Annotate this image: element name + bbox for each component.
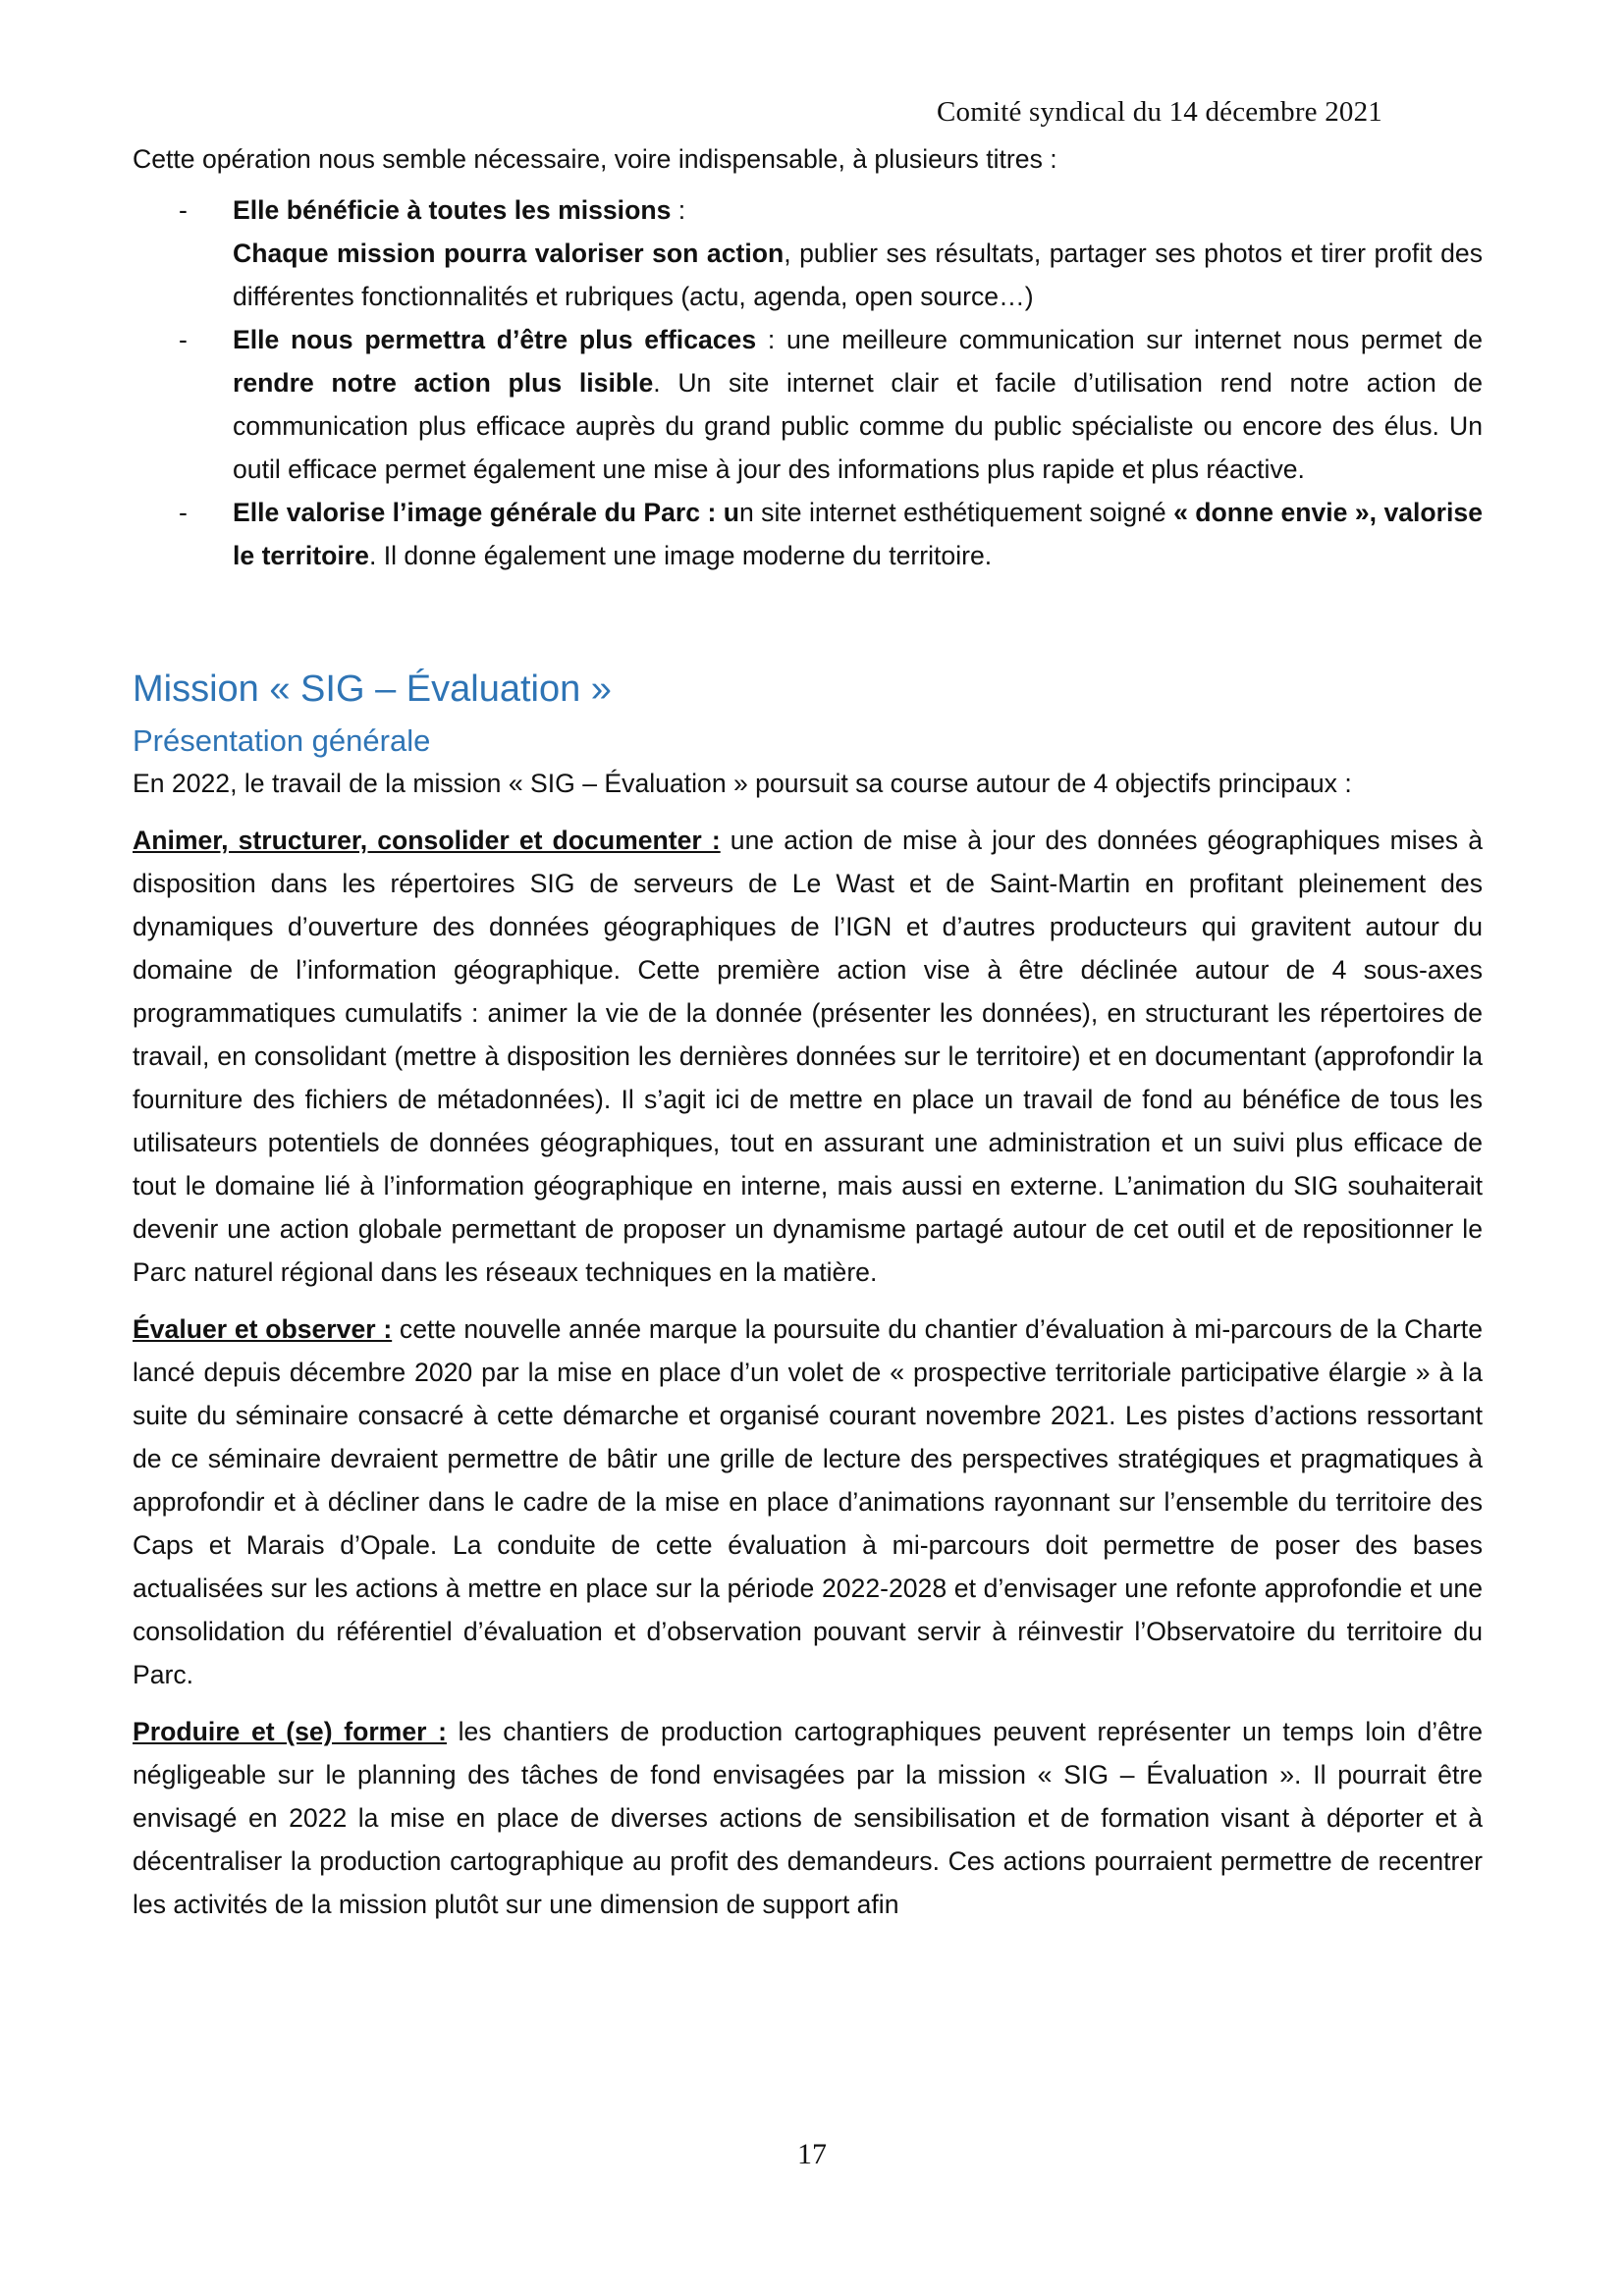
paragraph-lead: Évaluer et observer : bbox=[133, 1314, 393, 1344]
bullet-text: : une meilleure communication sur internet nous permet de bbox=[756, 325, 1483, 354]
bullet-emphasis: rendre notre action plus lisible bbox=[233, 368, 654, 398]
bullet-text: . Il donne également une image moderne du territoire. bbox=[368, 541, 993, 570]
body-paragraph bbox=[133, 1308, 1483, 1696]
bullet-text: . Un site internet clair et facile d’utilisation rend notre action de communication plus efficace auprès du grand public comme du public spécialiste ou encore des élus. Un outil efficace permet également une mise à jour des informations plus rapide et plus réactive. bbox=[233, 368, 1483, 484]
paragraph-lead: Animer, structurer, consolider et documenter : bbox=[133, 826, 721, 855]
intro-paragraph: Cette opération nous semble nécessaire, voire indispensable, à plusieurs titres : bbox=[133, 144, 1057, 174]
bullet-text: , publier ses résultats, partager ses photos et tirer profit des différentes fonctionnalités et rubriques (actu, agenda, open source…) bbox=[233, 239, 1483, 311]
paragraph-lead: Produire et (se) former : bbox=[133, 1717, 447, 1746]
bullet-list bbox=[133, 188, 1483, 577]
bullet-lead: Elle nous permettra d’être plus efficaces bbox=[233, 325, 757, 354]
page-number: 17 bbox=[797, 2138, 827, 2170]
bullet-text: : bbox=[671, 195, 686, 225]
bullet-emphasis: Chaque mission pourra valoriser son action bbox=[233, 239, 785, 268]
bullet-lead: Elle bénéficie à toutes les missions bbox=[233, 195, 672, 225]
bullet-item bbox=[133, 318, 1483, 491]
section-intro: En 2022, le travail de la mission « SIG – Évaluation » poursuit sa course autour de 4 objectifs principaux : bbox=[133, 769, 1352, 798]
body-paragraph bbox=[133, 819, 1483, 1294]
bullet-dash: - bbox=[179, 498, 188, 527]
bullet-lead: Elle valorise l’image générale du Parc : u bbox=[233, 498, 739, 527]
body-paragraph bbox=[133, 1710, 1483, 1926]
bullet-dash: - bbox=[179, 325, 188, 354]
page-content bbox=[133, 137, 1483, 1926]
bullet-item bbox=[133, 491, 1483, 577]
paragraph-text: les chantiers de production cartographiques peuvent représenter un temps loin d’être négligeable sur le planning des tâches de fond envisagées par la mission « SIG – Évaluation ». Il pourrait être envisagé en 2022 la mise en place de diverses actions de sensibilisation et de formation visant à déporter et à décentraliser la production cartographique au profit des demandeurs. Ces actions pourraient permettre de recentrer les activités de la mission plutôt sur une dimension de support afin bbox=[133, 1717, 1483, 1919]
bullet-dash: - bbox=[179, 195, 188, 225]
section-spacer bbox=[133, 577, 1483, 666]
subsection-title: Présentation générale bbox=[133, 723, 431, 758]
bullet-item bbox=[133, 188, 1483, 318]
paragraph-text: une action de mise à jour des données géographiques mises à disposition dans les répertoires SIG de serveurs de Le Wast et de Saint-Martin en profitant pleinement des dynamiques d’ouverture des données géographiques de l’IGN et d’autres producteurs qui gravitent autour du domaine de l’information géographique. Cette première action vise à être déclinée autour de 4 sous-axes programmatiques cumulatifs : animer la vie de la donnée (présenter les données), en structurant les répertoires de travail, en consolidant (mettre à disposition les dernières données sur le territoire) et en documentant (approfondir la fourniture des fichiers de métadonnées). Il s’agit ici de mettre en place un travail de fond au bénéfice de tous les utilisateurs potentiels de données géographiques, tout en assurant une administration et un suivi plus efficace de tout le domaine lié à l’information géographique en interne, mais aussi en externe. L’animation du SIG souhaiterait devenir une action globale permettant de proposer un dynamisme partagé autour de cet outil et de repositionner le Parc naturel régional dans les réseaux techniques en la matière. bbox=[133, 826, 1483, 1287]
page-header: Comité syndical du 14 décembre 2021 bbox=[937, 96, 1382, 128]
bullet-text: n site internet esthétiquement soigné bbox=[738, 498, 1174, 527]
bullet-emphasis: « donne envie », valorise le territoire bbox=[233, 498, 1483, 570]
paragraph-text: cette nouvelle année marque la poursuite du chantier d’évaluation à mi-parcours de la Charte lancé depuis décembre 2020 par la mise en place d’un volet de « prospective territoriale participative élargie » à la suite du séminaire consacré à cette démarche et organisé courant novembre 2021. Les pistes d’actions ressortant de ce séminaire devraient permettre de bâtir une grille de lecture des perspectives stratégiques et pragmatiques à approfondir et à décliner dans le cadre de la mise en place d’animations rayonnant sur l’ensemble du territoire des Caps et Marais d’Opale. La conduite de cette évaluation à mi-parcours doit permettre de poser des bases actualisées sur les actions à mettre en place sur la période 2022-2028 et d’envisager une refonte approfondie et une consolidation du référentiel d’évaluation et d’observation pouvant servir à réinvestir l’Observatoire du territoire du Parc. bbox=[133, 1314, 1483, 1689]
section-title: Mission « SIG – Évaluation » bbox=[133, 668, 612, 710]
